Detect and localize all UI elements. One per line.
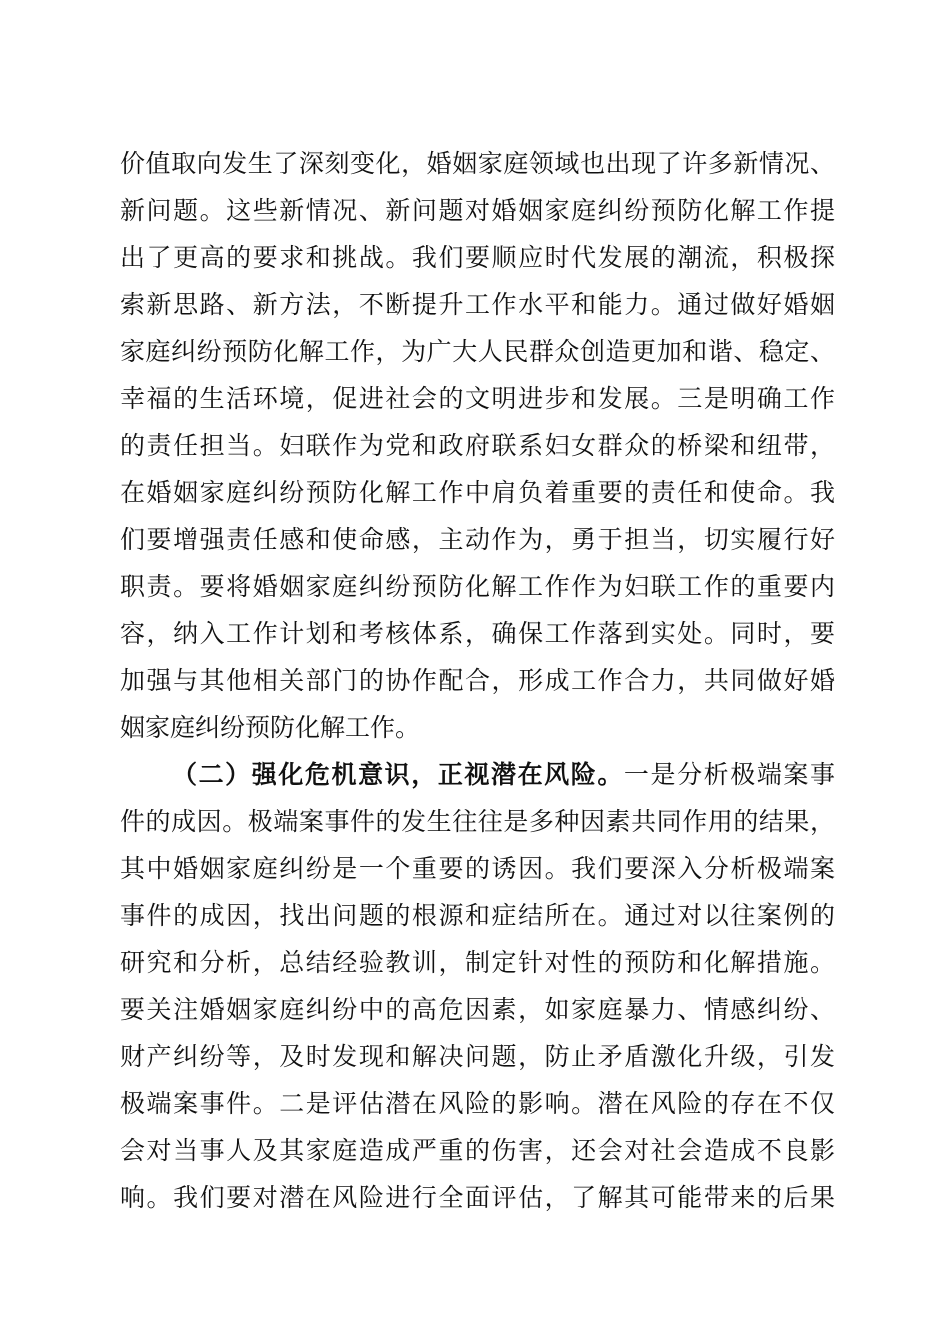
section-first-line-rest: 一是分析极端案事 bbox=[623, 760, 835, 789]
body-line: 其中婚姻家庭纠纷是一个重要的诱因。我们要深入分析极端案 bbox=[120, 854, 835, 883]
body-line: 新问题。这些新情况、新问题对婚姻家庭纠纷预防化解工作提 bbox=[120, 196, 835, 225]
body-line: 出了更高的要求和挑战。我们要顺应时代发展的潮流，积极探 bbox=[120, 243, 835, 272]
section-first-line bbox=[172, 752, 835, 797]
body-line: 们要增强责任感和使命感，主动作为，勇于担当，切实履行好 bbox=[120, 525, 835, 554]
body-line: 职责。要将婚姻家庭纠纷预防化解工作作为妇联工作的重要内 bbox=[120, 572, 835, 601]
body-line: 加强与其他相关部门的协作配合，形成工作合力，共同做好婚 bbox=[120, 666, 835, 695]
body-line: 财产纠纷等，及时发现和解决问题，防止矛盾激化升级，引发 bbox=[120, 1042, 835, 1071]
body-line: 事件的成因，找出问题的根源和症结所在。通过对以往案例的 bbox=[120, 901, 835, 930]
section-heading: （二）强化危机意识，正视潜在风险。 bbox=[172, 760, 624, 789]
body-line: 幸福的生活环境，促进社会的文明进步和发展。三是明确工作 bbox=[120, 384, 835, 413]
body-line: 件的成因。极端案事件的发生往往是多种因素共同作用的结果， bbox=[120, 807, 835, 836]
body-line: 极端案事件。二是评估潜在风险的影响。潜在风险的存在不仅 bbox=[120, 1089, 835, 1118]
body-line: 姻家庭纠纷预防化解工作。 bbox=[120, 713, 421, 742]
body-line: 容，纳入工作计划和考核体系，确保工作落到实处。同时，要 bbox=[120, 619, 835, 648]
body-line: 要关注婚姻家庭纠纷中的高危因素，如家庭暴力、情感纠纷、 bbox=[120, 995, 835, 1024]
body-line: 响。我们要对潜在风险进行全面评估，了解其可能带来的后果 bbox=[120, 1183, 835, 1212]
body-line: 会对当事人及其家庭造成严重的伤害，还会对社会造成不良影 bbox=[120, 1136, 835, 1165]
body-line: 研究和分析，总结经验教训，制定针对性的预防和化解措施。 bbox=[120, 948, 835, 977]
body-line: 价值取向发生了深刻变化，婚姻家庭领域也出现了许多新情况、 bbox=[120, 149, 835, 178]
body-line: 在婚姻家庭纠纷预防化解工作中肩负着重要的责任和使命。我 bbox=[120, 478, 835, 507]
body-line: 家庭纠纷预防化解工作，为广大人民群众创造更加和谐、稳定、 bbox=[120, 337, 835, 366]
body-line: 索新思路、新方法，不断提升工作水平和能力。通过做好婚姻 bbox=[120, 290, 835, 319]
body-line: 的责任担当。妇联作为党和政府联系妇女群众的桥梁和纽带， bbox=[120, 431, 835, 460]
